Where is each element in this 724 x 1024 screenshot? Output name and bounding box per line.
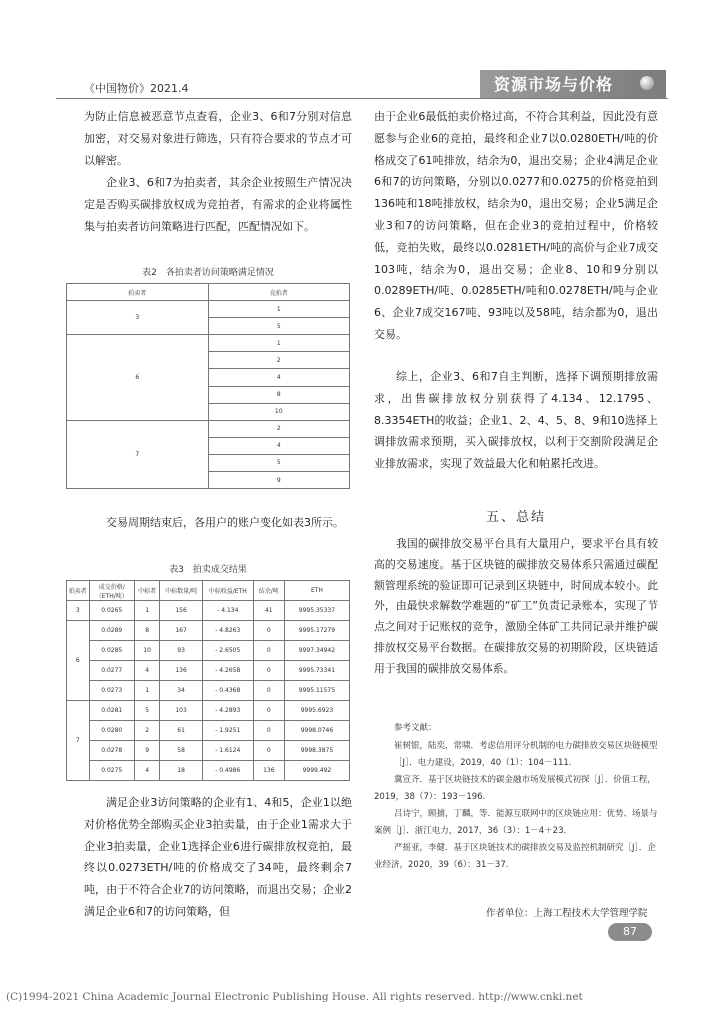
table3-cell: 0.0278 — [89, 741, 134, 761]
table3-cell: - 0.4986 — [202, 761, 253, 781]
table3-cell: 2 — [134, 721, 159, 741]
reference-item: 吕诗宁，顾捕，丁麟，等．能源互联网中的区块链应用：优势、场景与案例［J］．浙江电力，2017，36（3）：1－4＋23. — [374, 809, 658, 836]
table2-header-bidder: 竞拍者 — [208, 284, 350, 301]
table-row — [67, 721, 350, 741]
reference-item: 崔树银，陆奕，常啸．考虑信用评分机制的电力碳排放交易区块链模型［J］．电力建设，2019，40（1）：104－111. — [394, 741, 658, 768]
table2-header-seller: 拍卖者 — [67, 284, 209, 301]
table3-cell: 136 — [160, 661, 202, 681]
table3-cell: 0.0280 — [89, 721, 134, 741]
table3-header: 中标收益/ETH — [202, 581, 253, 601]
table3-cell: 4 — [134, 761, 159, 781]
table-row — [67, 621, 350, 641]
table3-seller: 3 — [67, 601, 90, 621]
table3-cell: - 1.6124 — [202, 741, 253, 761]
table3-cell: 0 — [253, 661, 284, 681]
table3-cell: - 4.134 — [202, 601, 253, 621]
table2-seller: 3 — [67, 301, 209, 335]
table3-cell: - 4.8263 — [202, 621, 253, 641]
table3-header: 拍卖者 — [67, 581, 90, 601]
table3-seller: 6 — [67, 621, 90, 701]
table3-cell: 0.0281 — [89, 701, 134, 721]
copyright-footer: (C)1994-2021 China Academic Journal Electronic Publishing House. All rights reserved. http://www.cnki.net — [6, 991, 583, 1003]
table2-bidder: 10 — [208, 403, 350, 420]
table-row — [67, 335, 350, 352]
table-row — [67, 301, 350, 318]
table3-cell: 103 — [160, 701, 202, 721]
reference-item: 严摇亚，李健．基于区块链技术的碳排放交易及监控机制研究［J］．企业经济，2020，39（6）：31－37. — [374, 843, 656, 870]
table3-cell: 0 — [253, 641, 284, 661]
table2-bidder: 2 — [208, 420, 350, 437]
paragraph-conclusion: 综上，企业3、6和7自主判断，选择下调预期排放需求，出售碳排放权分别获得了4.134、12.1795、8.3354ETH的收益；企业1、2、4、5、8、9和10选择上调排放需求预期，买入碳排放权，以利于交割阶段满足企业排放需求，实现了效益最大化和帕累托改进。 — [374, 370, 658, 471]
table2-bidder: 4 — [208, 369, 350, 386]
table3 — [66, 580, 350, 781]
table3-cell: 41 — [253, 601, 284, 621]
paragraph-account-change: 交易周期结束后，各用户的账户变化如表3所示。 — [106, 516, 344, 529]
table3-cell: 9995.11575 — [284, 681, 349, 701]
table2-bidder: 1 — [208, 301, 350, 318]
table3-cell: 9995.35337 — [284, 601, 349, 621]
table3-caption: 表3 拍卖成交结果 — [169, 565, 247, 575]
table3-cell: 136 — [253, 761, 284, 781]
table3-cell: 156 — [160, 601, 202, 621]
table3-cell: 9995.6923 — [284, 701, 349, 721]
table3-cell: 0.0277 — [89, 661, 134, 681]
table3-cell: - 4.2893 — [202, 701, 253, 721]
table3-cell: 93 — [160, 641, 202, 661]
reference-item: 冀宣齐．基于区块链技术的碳金融市场发展模式初探［J］．价值工程，2019，38（7）：193－196. — [374, 775, 656, 802]
references-heading: 参考文献： — [394, 723, 437, 733]
table3-cell: 61 — [160, 721, 202, 741]
table3-cell: 0 — [253, 621, 284, 641]
table3-cell: 9997.34942 — [284, 641, 349, 661]
table2-bidder: 5 — [208, 454, 350, 471]
table3-cell: 0.0275 — [89, 761, 134, 781]
table2-bidder: 2 — [208, 352, 350, 369]
table3-cell: 8 — [134, 621, 159, 641]
table3-cell: 0.0289 — [89, 621, 134, 641]
table3-cell: 1 — [134, 601, 159, 621]
table3-header: 中标者 — [134, 581, 159, 601]
table3-seller: 7 — [67, 701, 90, 781]
table3-cell: 34 — [160, 681, 202, 701]
table3-cell: 0 — [253, 701, 284, 721]
table3-cell: 0.0285 — [89, 641, 134, 661]
section-heading: 五、总结 — [486, 510, 547, 525]
page-number: 87 — [608, 923, 652, 941]
table2-seller: 6 — [67, 335, 209, 420]
table3-cell: 1 — [134, 681, 159, 701]
table2-bidder: 1 — [208, 335, 350, 352]
table-row — [67, 701, 350, 721]
table2-bidder: 9 — [208, 472, 350, 489]
table-row — [67, 761, 350, 781]
table2-seller: 7 — [67, 420, 209, 488]
table3-header: ETH — [284, 581, 349, 601]
table3-cell: - 0.4368 — [202, 681, 253, 701]
table3-header: 成交价格/（ETH/吨） — [89, 581, 134, 601]
table-row — [67, 420, 350, 437]
table2 — [66, 283, 350, 489]
table3-cell: - 2.6505 — [202, 641, 253, 661]
table-row — [67, 661, 350, 681]
table3-header: 中标数量/吨 — [160, 581, 202, 601]
table2-caption: 表2 各拍卖者访问策略满足情况 — [142, 268, 274, 278]
table3-cell: 0 — [253, 681, 284, 701]
table3-cell: 0.0265 — [89, 601, 134, 621]
paragraph-matching: 企业3、6和7为拍卖者，其余企业按照生产情况决定是否购买碳排放权成为竞拍者，有需求的企业将属性集与拍卖者访问策略进行匹配，匹配情况如下。 — [84, 176, 352, 233]
author-affiliation: 作者单位：上海工程技术大学管理学院 — [486, 908, 648, 919]
table3-cell: 0.0273 — [89, 681, 134, 701]
paragraph-encryption: 为防止信息被恶意节点查看，企业3、6和7分别对信息加密，对交易对象进行筛选，只有符合要求的节点才可以解密。 — [84, 110, 352, 167]
table-row — [67, 601, 350, 621]
table3-cell: 9995.17279 — [284, 621, 349, 641]
table3-cell: 0 — [253, 741, 284, 761]
table3-cell: 9 — [134, 741, 159, 761]
journal-issue: 《中国物价》2021.4 — [84, 82, 189, 95]
table3-cell: 9998.0746 — [284, 721, 349, 741]
table-row — [67, 641, 350, 661]
table3-cell: 58 — [160, 741, 202, 761]
paragraph-analysis: 满足企业3访问策略的企业有1、4和5，企业1以绝对价格优势全部购买企业3拍卖量，由于企业1需求大于企业3拍卖量，企业1选择企业6进行碳排放权竞拍，最终以0.0273ETH/吨的价格成交了34吨，最终剩余7吨，由于不符合企业7的访问策略，而退出交易；企业2满足企业6和7的访问策略，但 — [84, 796, 352, 918]
table3-cell: 18 — [160, 761, 202, 781]
table3-cell: 0 — [253, 721, 284, 741]
table3-cell: 9995.73341 — [284, 661, 349, 681]
section-title: 资源市场与价格 — [494, 75, 614, 94]
table3-cell: 9998.3875 — [284, 741, 349, 761]
table3-cell: 10 — [134, 641, 159, 661]
table2-bidder: 5 — [208, 318, 350, 335]
table3-cell: 4 — [134, 661, 159, 681]
paragraph-transactions: 由于企业6最低拍卖价格过高，不符合其利益，因此没有意愿参与企业6的竞拍，最终和企业7以0.0280ETH/吨的价格成交了61吨排放，结余为0，退出交易；企业4满足企业6和7的访问策略，分别以0.0277和0.0275的价格竞拍到136吨和18吨排放权，结余为0，退出交易；企业5满足企业3和7的访问策略，但在企业3的竞拍过程中，价格较低，竞拍失败，最终以0.0281ETH/吨的高价与企业7成交103吨，结余为0，退出交易；企业8、10和9分别以0.0289ETH/吨、0.0285ETH/吨和0.0278ETH/吨与企业6、企业7成交167吨、93吨以及58吨，结余都为0，退出交易。 — [374, 110, 658, 341]
header-rule — [56, 98, 668, 99]
table3-cell: 9999.492 — [284, 761, 349, 781]
table-row — [67, 741, 350, 761]
banner-sphere-icon — [640, 76, 654, 90]
table3-cell: - 4.2658 — [202, 661, 253, 681]
table2-bidder: 8 — [208, 386, 350, 403]
table-row — [67, 681, 350, 701]
table3-header: 结余/吨 — [253, 581, 284, 601]
table3-cell: 5 — [134, 701, 159, 721]
paragraph-summary: 我国的碳排放交易平台具有大量用户，要求平台具有较高的交易速度。基于区块链的碳排放交易体系只需通过碳配额管理系统的验证即可记录到区块链中，时间成本较小。此外，由最快求解数学难题的“矿工”负责记录账本，实现了节点之间对于记账权的竞争，激励全体矿工共同记录并维护碳排放权交易平台数据。在碳排放交易的初期阶段，区块链适用于我国的碳排放交易体系。 — [374, 537, 658, 675]
table2-bidder: 4 — [208, 437, 350, 454]
table3-cell: 167 — [160, 621, 202, 641]
table3-cell: - 1.9251 — [202, 721, 253, 741]
